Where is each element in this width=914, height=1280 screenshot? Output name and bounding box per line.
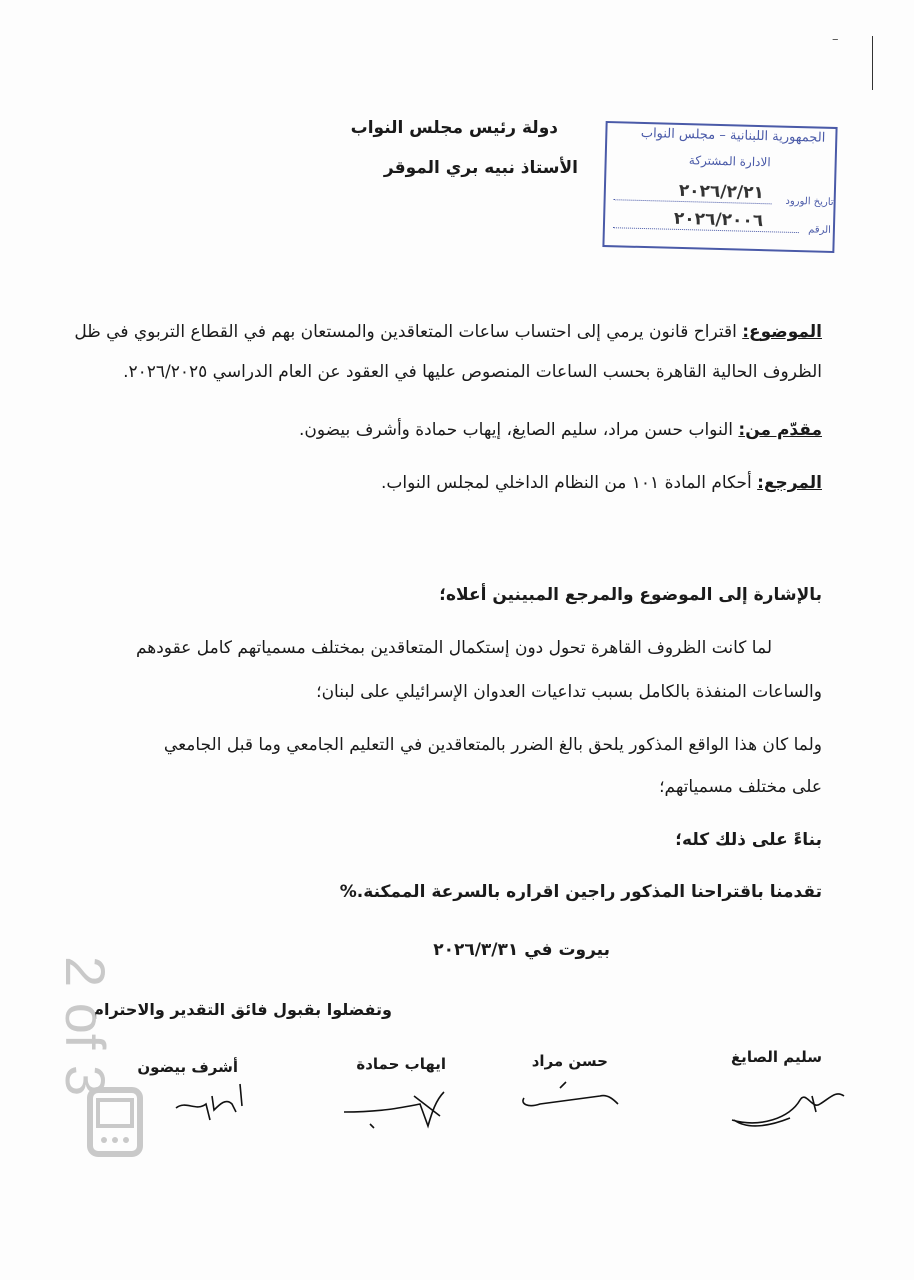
subject-text-1: اقتراح قانون يرمي إلى احتساب ساعات المتعاقدين والمستعان بهم في القطاع التربوي في ظل — [74, 322, 737, 342]
addressee-line-2: الأستاذ نبيه بري الموقر — [383, 158, 578, 178]
signature-name-1: سليم الصايغ — [730, 1048, 822, 1066]
para2-line-2: على مختلف مسمياتهم؛ — [659, 777, 822, 797]
signature-mark-4 — [176, 1084, 242, 1120]
signature-name-2: حسن مراد — [531, 1052, 608, 1070]
submitted-label: مقدّم من: — [738, 420, 822, 440]
corner-mark: – — [832, 32, 839, 47]
stamp-date-value: ٢٠٢٦/٢/٢١ — [678, 180, 765, 204]
para1-line-1: لما كانت الظروف القاهرة تحول دون إستكمال المتعاقدين بمختلف مسمياتهم كامل عقودهم — [135, 638, 772, 658]
signature-name-3: ايهاب حمادة — [356, 1055, 446, 1073]
signature-mark-1 — [732, 1094, 844, 1126]
para2-line-1: ولما كان هذا الواقع المذكور يلحق بالغ الضرر بالمتعاقدين في التعليم الجامعي وما قبل الجامعي — [163, 735, 822, 755]
signature-mark-3 — [344, 1092, 444, 1128]
margin-rule — [872, 36, 873, 90]
request-line: تقدمنا باقتراحنا المذكور راجين اقراره بالسرعة الممكنة.% — [339, 882, 822, 902]
stamp-line-1: الجمهورية اللبنانية – مجلس النواب — [640, 125, 826, 146]
stamp-date-label: تاريخ الورود — [785, 195, 834, 208]
reference-label: المرجع: — [757, 473, 822, 493]
intro-line: بالإشارة إلى الموضوع والمرجع المبينين أعلاه؛ — [439, 585, 822, 605]
stamp-number-value: ٢٠٢٦/٢٠٠٦ — [673, 208, 764, 232]
reference — [381, 473, 822, 493]
conclusion-line: بناءً على ذلك كله؛ — [675, 830, 822, 850]
submitted-text: النواب حسن مراد، سليم الصايغ، إيهاب حمادة وأشرف بيضون. — [299, 420, 733, 440]
subject-label: الموضوع: — [742, 322, 822, 342]
signature-mark-2 — [523, 1082, 618, 1106]
stamp-number-label: الرقم — [807, 224, 832, 236]
subject-line-2: الظروف الحالية القاهرة بحسب الساعات المنصوص عليها في العقود عن العام الدراسي ٢٠٢٦/٢٠٢٥. — [123, 362, 822, 382]
parliament-stamp — [602, 121, 837, 253]
addressee-line-1: دولة رئيس مجلس النواب — [350, 118, 558, 138]
stamp-line-2: الادارة المشتركة — [688, 153, 771, 170]
subject-line-1 — [74, 322, 822, 342]
closing-line: وتفضلوا بقبول فائق التقدير والاحترام — [92, 1000, 392, 1019]
signature-name-4: أشرف بيضون — [137, 1058, 238, 1076]
submitted-by — [299, 420, 822, 440]
phone-icon — [86, 1086, 146, 1160]
place-date: بيروت في ٢٠٢٦/٣/٣١ — [433, 940, 610, 960]
page-counter: 2 of 3 — [54, 956, 117, 1097]
para1-line-2: والساعات المنفذة بالكامل بسبب تداعيات العدوان الإسرائيلي على لبنان؛ — [316, 682, 822, 702]
reference-text: أحكام المادة ١٠١ من النظام الداخلي لمجلس النواب. — [380, 473, 752, 493]
